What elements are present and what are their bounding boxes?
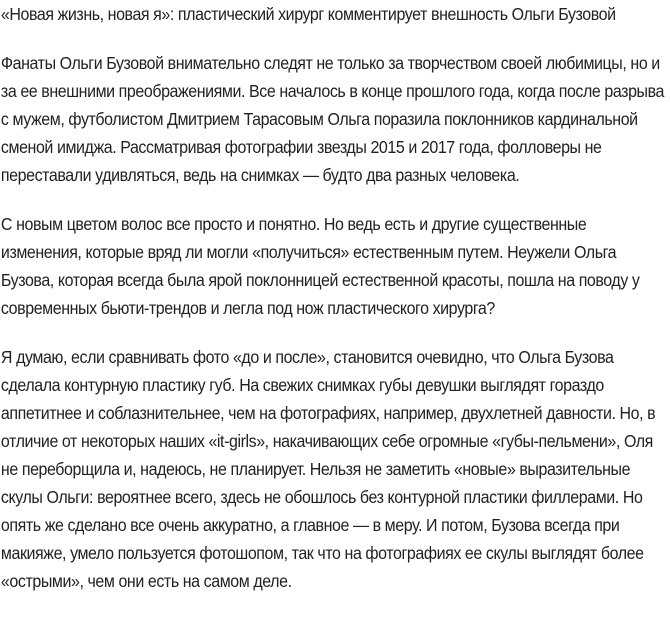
article-paragraph-2: С новым цветом волос все просто и понятно. Но ведь есть и другие существенные изменения, которые вряд ли могли «получиться» естественным путем. Неужели Ольга Бузова, которая всегда была ярой поклонницей естественной красоты, пошла на поводу у современных бьюти-трендов и легла под нож пластического хирурга? <box>0 214 640 318</box>
article-paragraph-3: Я думаю, если сравнивать фото «до и после», становится очевидно, что Ольга Бузова сделала контурную пластику губ. На свежих снимках губы девушки выглядят гораздо аппетитнее и соблазнительнее, чем на фотографиях, например, двухлетней давности. Но, в отличие от некоторых наших «it-girls», накачивающих себе огромные «губы-пельмени», Оля не переборщила и, надеюсь, не планирует. Нельзя не заметить «новые» выразительные скулы Ольги: вероятнее всего, здесь не обошлось без контурной пластики филлерами. Но опять же сделано все очень аккуратно, а главное — в меру. И потом, Бузова всегда при макияже, умело пользуется фотошопом, так что на фотографиях ее скулы выглядят более «острыми», чем они есть на самом деле. <box>0 347 656 591</box>
article-paragraph-1: Фанаты Ольги Бузовой внимательно следят не только за творчеством своей любимицы, но и за ее внешними преображениями. Все началось в конце прошлого года, когда после разрыва с мужем, футболистом Дмитрием Тарасовым Ольга поразила поклонников кардинальной сменой имиджа. Рассматривая фотографии звезды 2015 и 2017 года, фолловеры не переставали удивляться, ведь на снимках — будто два разных человека. <box>0 53 664 185</box>
article-title: «Новая жизнь, новая я»: пластический хирург комментирует внешность Ольги Бузовой <box>0 4 616 24</box>
